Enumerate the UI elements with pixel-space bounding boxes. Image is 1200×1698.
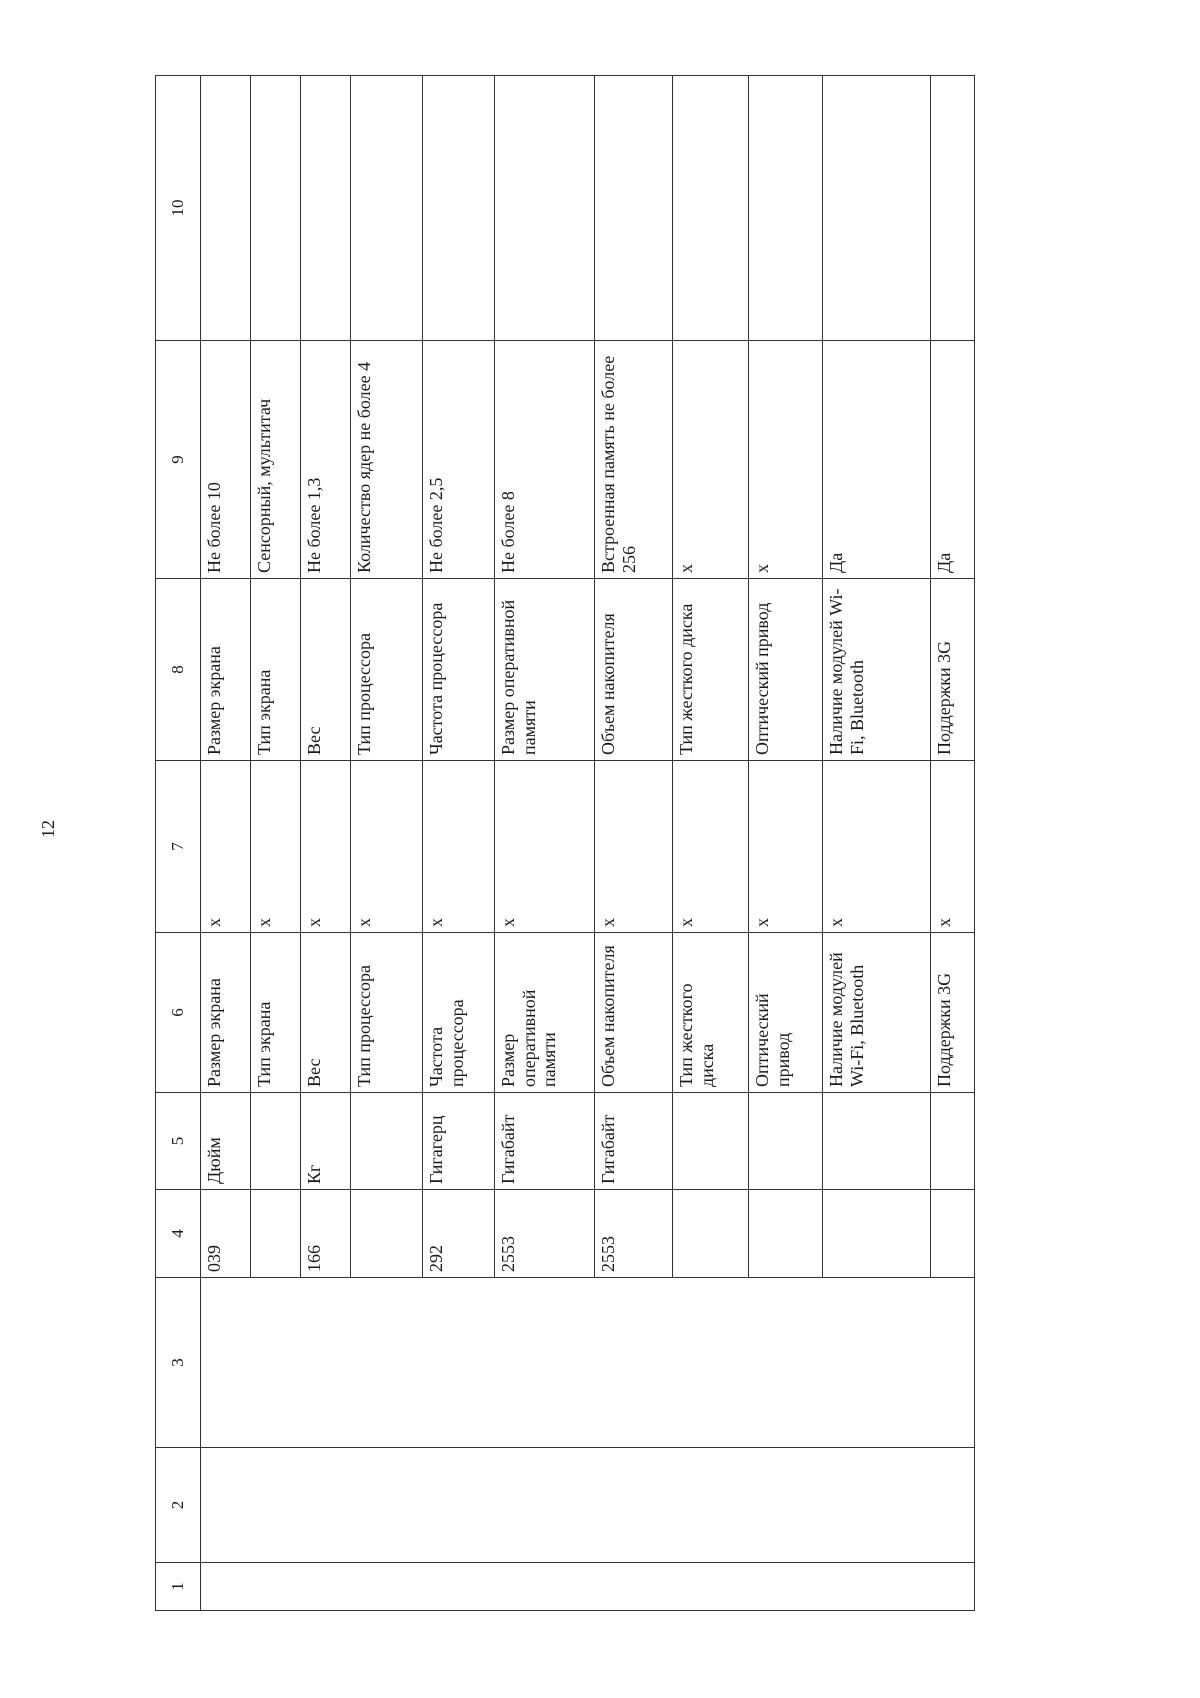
- cell-characteristic-2: Размер оперативной памяти: [495, 579, 595, 761]
- cell-okei-code: [931, 1190, 975, 1278]
- cell-unit: Дюйм: [201, 1093, 251, 1190]
- cell-mark: x: [301, 761, 351, 933]
- cell-col10: [495, 76, 595, 341]
- header-cell-10: 10: [156, 76, 201, 341]
- cell-col1: [201, 1563, 251, 1611]
- cell-col10: [423, 76, 495, 341]
- cell-col3: [495, 1278, 595, 1448]
- cell-col1: [251, 1563, 301, 1611]
- cell-col2: [749, 1448, 823, 1563]
- cell-unit: Гигабайт: [495, 1093, 595, 1190]
- table-row: [301, 76, 351, 1611]
- page-number: 12: [38, 820, 58, 838]
- cell-mark: x: [673, 761, 749, 933]
- cell-col1: [595, 1563, 673, 1611]
- cell-characteristic: Оптический привод: [749, 933, 823, 1093]
- cell-value: Не более 2,5: [423, 341, 495, 579]
- cell-col10: [301, 76, 351, 341]
- cell-unit: [673, 1093, 749, 1190]
- cell-value: x: [673, 341, 749, 579]
- cell-okei-code: [823, 1190, 931, 1278]
- cell-characteristic-2: Размер экрана: [201, 579, 251, 761]
- cell-value: x: [749, 341, 823, 579]
- cell-okei-code: 166: [301, 1190, 351, 1278]
- cell-characteristic: Тип жесткого диска: [673, 933, 749, 1093]
- header-cell-5: 5: [156, 1093, 201, 1190]
- cell-col10: [931, 76, 975, 341]
- cell-value: Количество ядер не более 4: [351, 341, 423, 579]
- cell-okei-code: [673, 1190, 749, 1278]
- header-cell-9: 9: [156, 341, 201, 579]
- cell-col3: [201, 1278, 251, 1448]
- cell-col1: [301, 1563, 351, 1611]
- header-cell-7: 7: [156, 761, 201, 933]
- cell-unit: [251, 1093, 301, 1190]
- cell-unit: [823, 1093, 931, 1190]
- table-row: [495, 76, 595, 1611]
- cell-characteristic-2: Тип жесткого диска: [673, 579, 749, 761]
- cell-col3: [673, 1278, 749, 1448]
- cell-unit: [931, 1093, 975, 1190]
- header-cell-1: 1: [156, 1563, 201, 1611]
- cell-mark: x: [595, 761, 673, 933]
- table-row: [673, 76, 749, 1611]
- cell-characteristic-2: Частота процессора: [423, 579, 495, 761]
- cell-col1: [931, 1563, 975, 1611]
- cell-col3: [251, 1278, 301, 1448]
- table-row: [251, 76, 301, 1611]
- cell-characteristic: Вес: [301, 933, 351, 1093]
- cell-characteristic: Размер экрана: [201, 933, 251, 1093]
- cell-mark: x: [823, 761, 931, 933]
- cell-col3: [595, 1278, 673, 1448]
- cell-characteristic-2: Тип экрана: [251, 579, 301, 761]
- cell-col2: [301, 1448, 351, 1563]
- cell-col2: [823, 1448, 931, 1563]
- cell-okei-code: [351, 1190, 423, 1278]
- rotated-table-container: [155, 76, 1007, 1611]
- cell-okei-code: 2553: [495, 1190, 595, 1278]
- cell-col3: [423, 1278, 495, 1448]
- cell-characteristic: Объем накопителя: [595, 933, 673, 1093]
- cell-unit: Гигагерц: [423, 1093, 495, 1190]
- cell-col3: [823, 1278, 931, 1448]
- cell-okei-code: [251, 1190, 301, 1278]
- specification-table: [155, 75, 975, 1611]
- cell-characteristic: Размер оперативной памяти: [495, 933, 595, 1093]
- cell-col10: [749, 76, 823, 341]
- cell-mark: x: [251, 761, 301, 933]
- cell-mark: x: [931, 761, 975, 933]
- cell-okei-code: 292: [423, 1190, 495, 1278]
- cell-characteristic-2: Наличие модулей Wi-Fi, Bluetooth: [823, 579, 931, 761]
- cell-value: Да: [931, 341, 975, 579]
- table-row: [423, 76, 495, 1611]
- cell-col1: [673, 1563, 749, 1611]
- cell-characteristic-2: Оптический привод: [749, 579, 823, 761]
- cell-value: Не более 10: [201, 341, 251, 579]
- cell-value: Встроенная память не более 256: [595, 341, 673, 579]
- cell-col2: [351, 1448, 423, 1563]
- cell-mark: x: [201, 761, 251, 933]
- cell-col10: [351, 76, 423, 341]
- cell-col2: [673, 1448, 749, 1563]
- cell-col3: [301, 1278, 351, 1448]
- cell-col3: [749, 1278, 823, 1448]
- cell-mark: x: [351, 761, 423, 933]
- cell-col1: [749, 1563, 823, 1611]
- cell-characteristic-2: Вес: [301, 579, 351, 761]
- header-cell-6: 6: [156, 933, 201, 1093]
- cell-characteristic-2: Объем накопителя: [595, 579, 673, 761]
- cell-unit: [749, 1093, 823, 1190]
- cell-unit: [351, 1093, 423, 1190]
- cell-mark: x: [495, 761, 595, 933]
- header-cell-4: 4: [156, 1190, 201, 1278]
- cell-value: Да: [823, 341, 931, 579]
- table-row: [351, 76, 423, 1611]
- cell-col10: [251, 76, 301, 341]
- table-row: [201, 76, 251, 1611]
- cell-col2: [931, 1448, 975, 1563]
- cell-col1: [495, 1563, 595, 1611]
- cell-col1: [351, 1563, 423, 1611]
- cell-col1: [423, 1563, 495, 1611]
- cell-col10: [823, 76, 931, 341]
- cell-unit: Гигабайт: [595, 1093, 673, 1190]
- cell-col1: [823, 1563, 931, 1611]
- cell-col3: [351, 1278, 423, 1448]
- cell-characteristic-2: Тип процессора: [351, 579, 423, 761]
- cell-characteristic-2: Поддержки 3G: [931, 579, 975, 761]
- cell-okei-code: 039: [201, 1190, 251, 1278]
- cell-col10: [673, 76, 749, 341]
- header-cell-3: 3: [156, 1278, 201, 1448]
- cell-characteristic: Наличие модулей Wi-Fi, Bluetooth: [823, 933, 931, 1093]
- cell-col2: [201, 1448, 251, 1563]
- cell-okei-code: [749, 1190, 823, 1278]
- header-cell-8: 8: [156, 579, 201, 761]
- table-row: [595, 76, 673, 1611]
- header-cell-2: 2: [156, 1448, 201, 1563]
- cell-col10: [595, 76, 673, 341]
- cell-mark: x: [749, 761, 823, 933]
- cell-col10: [201, 76, 251, 341]
- cell-col2: [251, 1448, 301, 1563]
- cell-characteristic: Частота процессора: [423, 933, 495, 1093]
- table-row: [931, 76, 975, 1611]
- cell-characteristic: Тип процессора: [351, 933, 423, 1093]
- cell-value: Не более 8: [495, 341, 595, 579]
- cell-value: Не более 1,3: [301, 341, 351, 579]
- table-row: [749, 76, 823, 1611]
- cell-col2: [423, 1448, 495, 1563]
- table-row: [823, 76, 931, 1611]
- cell-col2: [495, 1448, 595, 1563]
- cell-col3: [931, 1278, 975, 1448]
- cell-unit: Кг: [301, 1093, 351, 1190]
- cell-characteristic: Поддержки 3G: [931, 933, 975, 1093]
- cell-mark: x: [423, 761, 495, 933]
- cell-col2: [595, 1448, 673, 1563]
- header-row: [156, 76, 201, 1611]
- cell-value: Сенсорный, мультитач: [251, 341, 301, 579]
- cell-okei-code: 2553: [595, 1190, 673, 1278]
- cell-characteristic: Тип экрана: [251, 933, 301, 1093]
